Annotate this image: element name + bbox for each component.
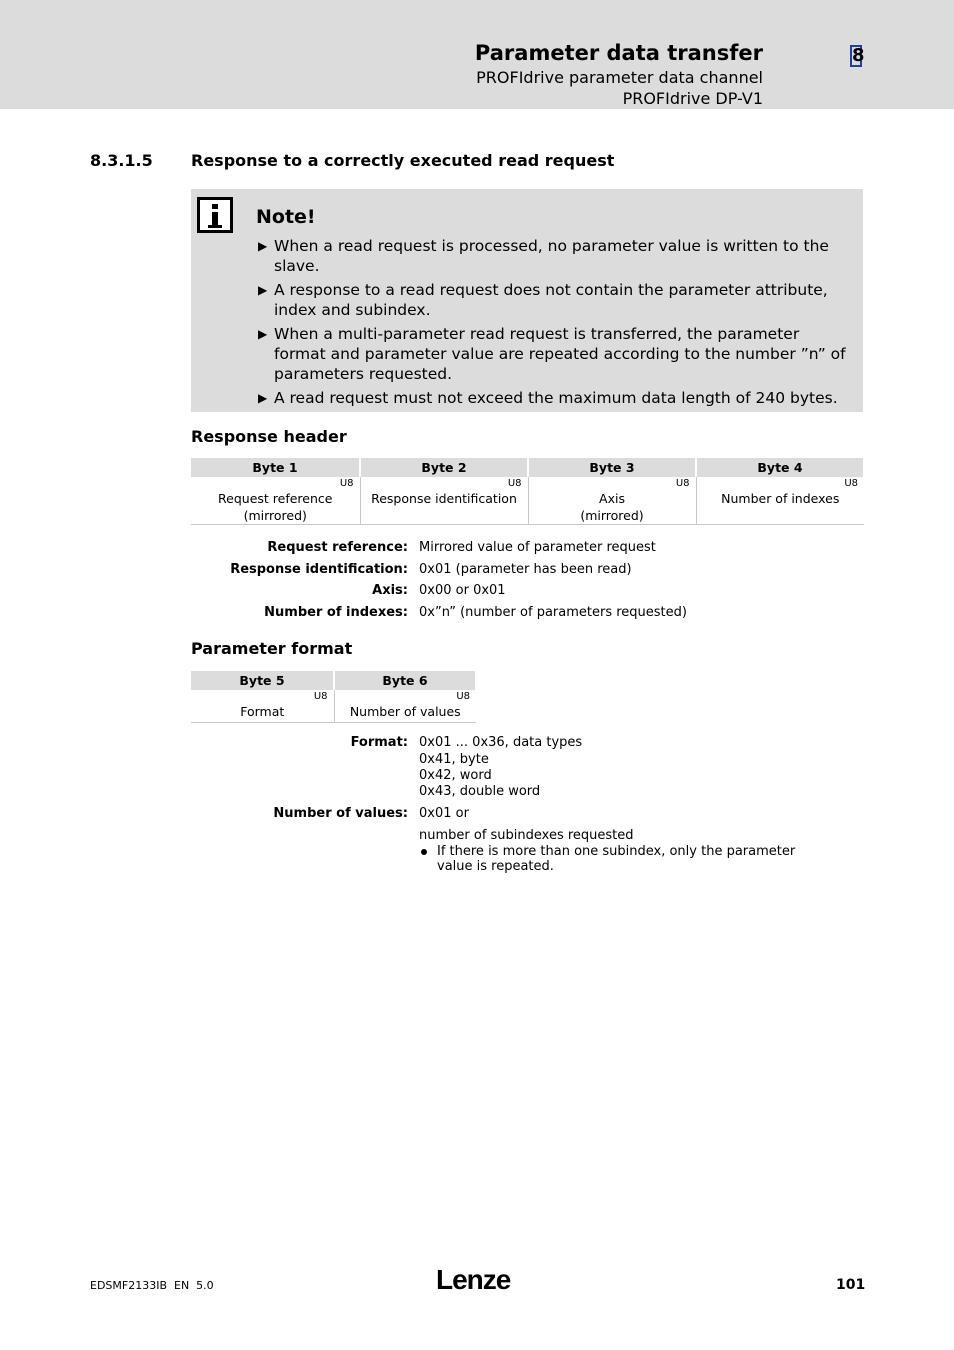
byte-header: Byte 4 <box>696 458 864 477</box>
definition-desc: 0x01 ... 0x36, data types <box>419 735 583 750</box>
note-title: Note! <box>256 206 316 228</box>
section-title: Response to a correctly executed read request <box>191 151 615 170</box>
info-icon <box>197 197 233 233</box>
arrow-icon: ▶ <box>258 239 268 253</box>
definition-term: Format: <box>350 735 408 750</box>
definition-desc: 0x”n” (number of parameters requested) <box>419 605 687 620</box>
page-number: 101 <box>836 1277 866 1293</box>
definition-desc: 0x01 (parameter has been read) <box>419 562 632 577</box>
field-cell: U8 Axis (mirrored) <box>528 477 696 525</box>
definition-desc: 0x01 or <box>419 806 469 821</box>
byte-header: Byte 6 <box>334 671 476 690</box>
definition-desc: 0x43, double word <box>419 784 541 799</box>
definition-desc: 0x00 or 0x01 <box>419 583 506 598</box>
byte-header: Byte 5 <box>191 671 334 690</box>
definition-term: Axis: <box>372 583 408 598</box>
type-label: U8 <box>339 478 354 489</box>
definition-desc: number of subindexes requested <box>419 828 634 843</box>
field-cell: U8 Request reference (mirrored) <box>191 477 360 525</box>
field-cell: U8 Response identification <box>360 477 528 525</box>
note-list <box>258 236 853 412</box>
arrow-icon: ▶ <box>258 327 268 341</box>
definition-desc: Mirrored value of parameter request <box>419 540 656 555</box>
chapter-subtitle: PROFIdrive parameter data channel <box>476 68 763 87</box>
byte-header: Byte 2 <box>360 458 528 477</box>
chapter-title: Parameter data transfer <box>474 41 763 65</box>
definition-term: Request reference: <box>267 540 408 555</box>
bullet-icon <box>421 849 427 855</box>
type-label: U8 <box>313 691 328 702</box>
definition-desc: 0x41, byte <box>419 752 489 767</box>
response-header-heading: Response header <box>191 427 347 446</box>
type-label: U8 <box>456 691 470 702</box>
note-item: ▶ When a read request is processed, no parameter value is written to the slave. <box>258 237 829 275</box>
lenze-logo: Lenze <box>436 1264 511 1295</box>
note-item: ▶ A read request must not exceed the maximum data length of 240 bytes. <box>258 389 838 407</box>
type-label: U8 <box>675 478 690 489</box>
field-cell: U8 Format <box>191 690 334 723</box>
values-bullet: If there is more than one subindex, only the parameter value is repeated. <box>419 844 819 874</box>
document-id: EDSMF2133IB EN 5.0 <box>90 1279 214 1292</box>
definition-desc: 0x42, word <box>419 768 492 783</box>
definition-term: Number of indexes: <box>264 605 408 620</box>
type-label: U8 <box>844 478 858 489</box>
chapter-subtitle-2: PROFIdrive DP-V1 <box>622 89 763 108</box>
byte-header: Byte 1 <box>191 458 360 477</box>
arrow-icon: ▶ <box>258 391 268 405</box>
parameter-format-table <box>191 671 477 723</box>
field-cell: U8 Number of values <box>334 690 476 723</box>
type-label: U8 <box>507 478 522 489</box>
response-header-table <box>191 458 865 525</box>
note-item: ▶ A response to a read request does not contain the parameter attribute, index and subindex. <box>258 281 828 319</box>
definition-term: Response identification: <box>230 562 408 577</box>
field-cell: U8 Number of indexes <box>696 477 864 525</box>
note-item: ▶ When a multi-parameter read request is transferred, the parameter format and parameter value are repeated according to the number ”n” of parameters requested. <box>258 325 846 383</box>
byte-header: Byte 3 <box>528 458 696 477</box>
chapter-number: 8 <box>852 45 865 66</box>
parameter-format-heading: Parameter format <box>191 639 353 658</box>
section-number: 8.3.1.5 <box>90 151 153 170</box>
arrow-icon: ▶ <box>258 283 268 297</box>
definition-term: Number of values: <box>273 806 408 821</box>
